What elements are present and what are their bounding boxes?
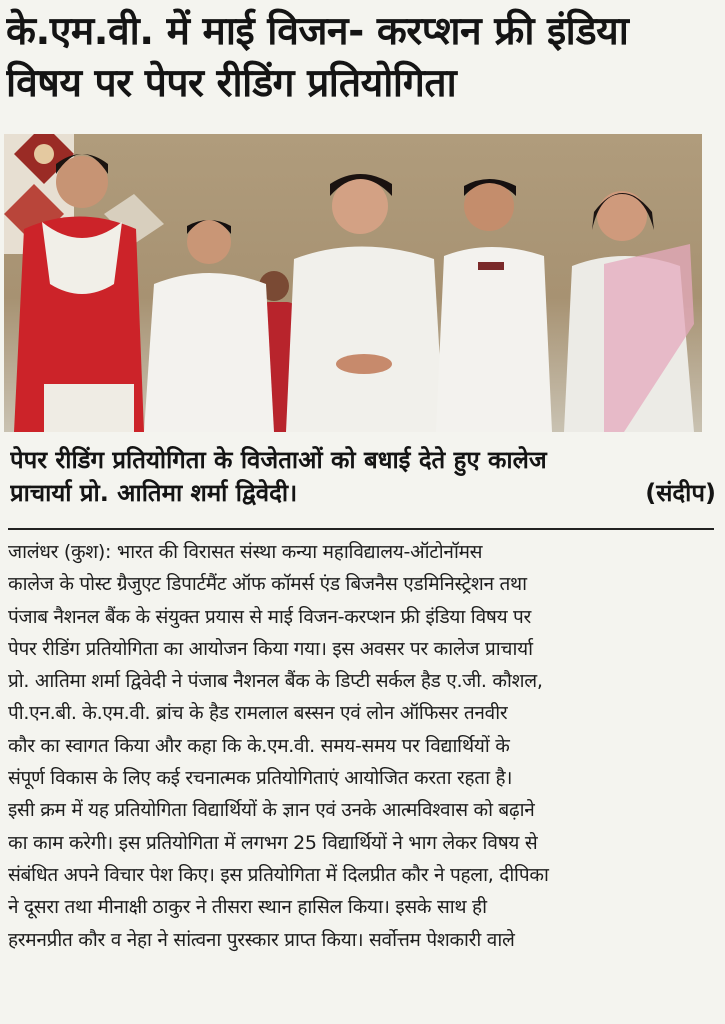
article-line: हरमनप्रीत कौर व नेहा ने सांत्वना पुरस्कार प्राप्त किया। सर्वोत्तम पेशकारी वाले [8,928,515,951]
news-photo [4,134,702,432]
article-line: पी.एन.बी. के.एम.वी. ब्रांच के हैड रामलाल बस्सन एवं लोन ऑफिसर तनवीर [8,702,508,725]
headline [6,6,718,110]
headline-line-1: के.एम.वी. में माई विजन- करप्शन फ्री इंडिया [6,9,629,54]
article-line: प्रो. आतिमा शर्मा द्विवेदी ने पंजाब नैशनल बैंक के डिप्टी सर्कल हैड ए.जी. कौशल, [8,670,543,693]
girl-white-suit [436,179,552,432]
article-body [8,536,720,1022]
photo-caption [10,444,716,510]
article-line: कालेज के पोस्ट ग्रैजुएट डिपार्टमैंट ऑफ कॉमर्स एंड बिजनैस एडमिनिस्ट्रेशन तथा [8,573,527,596]
girl-glasses [144,220,274,432]
lady-saree [564,191,694,432]
headline-line-2: विषय पर पेपर रीडिंग प्रतियोगिता [6,61,457,106]
article-line: इसी क्रम में यह प्रतियोगिता विद्यार्थियों के ज्ञान एवं उनके आत्मविश्वास को बढ़ाने [8,799,535,822]
article-line: संबंधित अपने विचार पेश किए। इस प्रतियोगिता में दिलप्रीत कौर ने पहला, दीपिका [8,863,549,886]
article-line: ने दूसरा तथा मीनाक्षी ठाकुर ने तीसरा स्थान हासिल किया। इसके साथ ही [8,896,487,919]
caption-credit-row [10,477,716,510]
article-line: का काम करेगी। इस प्रतियोगिता में लगभग 25 विद्यार्थियों ने भाग लेकर विषय से [8,831,538,854]
caption-line-2: प्राचार्या प्रो. आतिमा शर्मा द्विवेदी। [10,479,298,507]
photo-credit: (संदीप) [645,479,716,507]
article-line: पेपर रीडिंग प्रतियोगिता का आयोजन किया गया। इस अवसर पर कालेज प्राचार्या [8,637,533,660]
article-line: संपूर्ण विकास के लिए कई रचनात्मक प्रतियोगिताएं आयोजित करता रहता है। [8,767,513,790]
caption-line-1: पेपर रीडिंग प्रतियोगिता के विजेताओं को बधाई देते हुए कालेज [10,446,547,474]
principal [286,174,444,432]
article-line: कौर का स्वागत किया और कहा कि के.एम.वी. समय-समय पर विद्यार्थियों के [8,734,510,757]
caption-divider [8,528,714,530]
news-photo-illustration [4,134,702,432]
article-line: जालंधर (कुश): भारत की विरासत संस्था कन्या महाविद्यालय-ऑटोनॉमस [8,541,483,563]
article-line: पंजाब नैशनल बैंक के संयुक्त प्रयास से माई विजन-करप्शन फ्री इंडिया विषय पर [8,605,532,628]
